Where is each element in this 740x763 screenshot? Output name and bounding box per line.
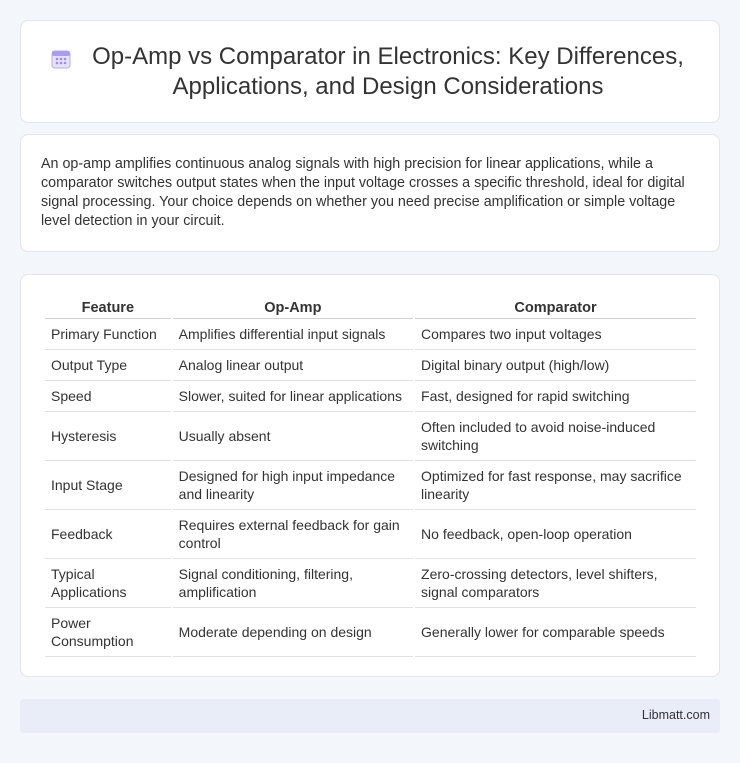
comparison-table-card <box>20 274 720 677</box>
calendar-grid-icon <box>50 48 72 70</box>
table-row <box>45 412 696 461</box>
feature-cell: Typical Applications <box>45 559 171 608</box>
feature-cell: Hysteresis <box>45 412 171 461</box>
header-op-amp: Op-Amp <box>173 297 413 319</box>
comparator-cell: Often included to avoid noise-induced switching <box>415 412 696 461</box>
op-amp-cell: Analog linear output <box>173 350 413 381</box>
table-header-row <box>45 297 696 319</box>
comparator-cell: Generally lower for comparable speeds <box>415 608 696 657</box>
comparison-table <box>43 297 698 657</box>
comparator-cell: Zero-crossing detectors, level shifters, signal comparators <box>415 559 696 608</box>
feature-cell: Output Type <box>45 350 171 381</box>
op-amp-cell: Signal conditioning, filtering, amplification <box>173 559 413 608</box>
title-card <box>20 20 720 123</box>
table-row <box>45 559 696 608</box>
feature-cell: Primary Function <box>45 319 171 350</box>
table-row <box>45 461 696 510</box>
intro-paragraph: An op-amp amplifies continuous analog signals with high precision for linear applications, while a comparator switches output states when the input voltage crosses a specific threshold, ideal for digital signal processing. Your choice depends on whether you need precise amplification or simple voltage level detection in your circuit. <box>41 156 685 229</box>
footer-bar <box>20 699 720 733</box>
table-row <box>45 381 696 412</box>
table-row <box>45 608 696 657</box>
header-comparator: Comparator <box>415 297 696 319</box>
op-amp-cell: Moderate depending on design <box>173 608 413 657</box>
feature-cell: Speed <box>45 381 171 412</box>
op-amp-cell: Designed for high input impedance and linearity <box>173 461 413 510</box>
comparator-cell: Compares two input voltages <box>415 319 696 350</box>
op-amp-cell: Usually absent <box>173 412 413 461</box>
op-amp-cell: Amplifies differential input signals <box>173 319 413 350</box>
header-feature: Feature <box>45 297 171 319</box>
op-amp-cell: Requires external feedback for gain control <box>173 510 413 559</box>
title-wrap <box>50 42 690 102</box>
table-row <box>45 319 696 350</box>
comparator-cell: Optimized for fast response, may sacrifice linearity <box>415 461 696 510</box>
table-row <box>45 510 696 559</box>
comparator-cell: No feedback, open-loop operation <box>415 510 696 559</box>
op-amp-cell: Slower, suited for linear applications <box>173 381 413 412</box>
page-title: Op-Amp vs Comparator in Electronics: Key Differences, Applications, and Design Considerations <box>92 42 684 100</box>
comparator-cell: Digital binary output (high/low) <box>415 350 696 381</box>
feature-cell: Feedback <box>45 510 171 559</box>
footer-site-link[interactable]: Libmatt.com <box>641 708 710 722</box>
intro-card <box>20 134 720 252</box>
table-row <box>45 350 696 381</box>
comparator-cell: Fast, designed for rapid switching <box>415 381 696 412</box>
feature-cell: Input Stage <box>45 461 171 510</box>
feature-cell: Power Consumption <box>45 608 171 657</box>
